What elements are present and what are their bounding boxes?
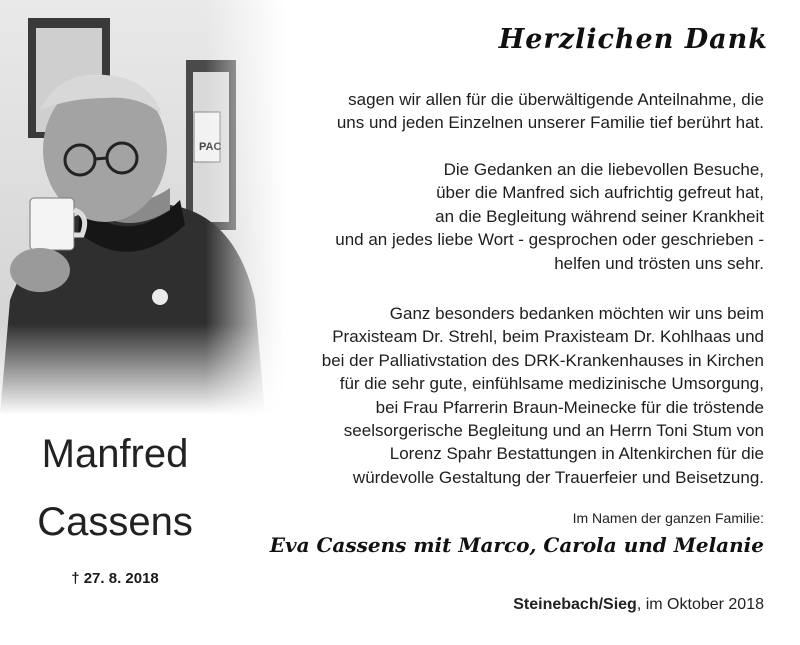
text-line: Ganz besonders bedanken möchten wir uns beim bbox=[389, 304, 764, 323]
text-line: und an jedes liebe Wort - gesprochen oder geschrieben - bbox=[335, 230, 764, 250]
text-line: helfen und trösten uns sehr. bbox=[554, 253, 764, 273]
family-intro: Im Namen der ganzen Familie: bbox=[572, 510, 764, 526]
place-name: Steinebach/Sieg bbox=[513, 596, 637, 613]
paragraph-thoughts bbox=[335, 158, 764, 275]
family-names: Eva Cassens mit Marco, Carola und Melanie bbox=[269, 533, 764, 557]
heading: Herzlichen Dank bbox=[498, 24, 768, 55]
text-line: an die Begleitung während seiner Krankheit bbox=[435, 206, 764, 226]
text-line: Die Gedanken an die liebevollen Besuche, bbox=[443, 160, 764, 179]
text-line: über die Manfred sich aufrichtig gefreut hat, bbox=[436, 183, 764, 203]
place-date: , im Oktober 2018 bbox=[636, 596, 764, 613]
deceased-first-name: Manfred bbox=[41, 432, 189, 476]
text-line: Praxisteam Dr. Strehl, beim Praxisteam Dr. Kohlhaas und bbox=[332, 327, 764, 347]
paragraph-special-thanks bbox=[322, 302, 764, 489]
text-line: seelsorgerische Begleitung und an Herrn Toni Stum von bbox=[343, 421, 764, 441]
paragraph-thanks bbox=[337, 88, 764, 135]
place-and-date bbox=[513, 596, 764, 614]
text-line: Lorenz Spahr Bestattungen in Altenkirchen für die bbox=[389, 444, 764, 464]
text-line: bei Frau Pfarrerin Braun-Meinecke für die tröstende bbox=[375, 397, 764, 417]
text-line: bei der Palliativstation des DRK-Krankenhauses in Kirchen bbox=[321, 350, 764, 370]
portrait-photo bbox=[0, 0, 285, 415]
text-line: würdevolle Gestaltung der Trauerfeier und Beisetzung. bbox=[352, 467, 764, 487]
deceased-last-name: Cassens bbox=[37, 500, 193, 544]
text-line: sagen wir allen für die überwältigende Anteilnahme, die bbox=[348, 90, 764, 109]
text-line: für die sehr gute, einfühlsame medizinische Umsorgung, bbox=[339, 374, 764, 394]
text-line: uns und jeden Einzelnen unserer Familie tief berührt hat. bbox=[336, 113, 764, 133]
death-date: † 27. 8. 2018 bbox=[71, 570, 159, 587]
